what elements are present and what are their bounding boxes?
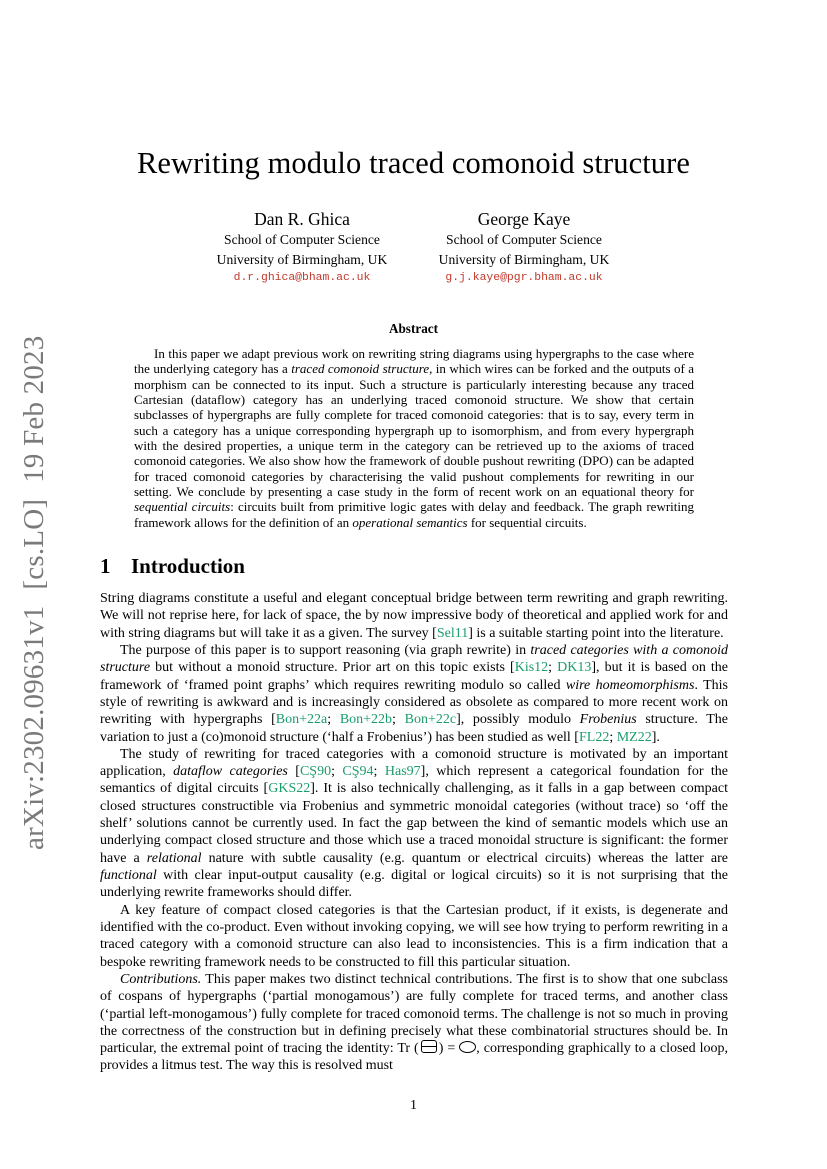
- abstract-text: In this paper we adapt previous work on rewriting string diagrams using hypergraphs to the case where the underlying category has a traced comonoid structure, in which wires can be forked and the outputs of a morphism can be connected to its input. Such a structure is particularly interesting because any traced Cartesian (dataflow) category has an underlying traced comonoid structure. We show that certain subclasses of hypergraphs are fully complete for traced comonoid categories: that is to say, every term in such a category has a unique corresponding hypergraph up to isomorphism, and from every hypergraph with the desired properties, a unique term in the category can be retrieved up to the axioms of traced comonoid categories. We also show how the framework of double pushout rewriting (DPO) can be adapted for traced comonoid categories by characterising the valid pushout complements for rewriting in our setting. We conclude by presenting a case study in the form of recent work on an equational theory for sequential circuits: circuits built from primitive logic gates with delay and feedback. The graph rewriting framework allows for the definition of an operational semantics for sequential circuits.: [134, 346, 694, 530]
- citation-link[interactable]: Bon+22b: [339, 712, 393, 728]
- paragraph: The purpose of this paper is to support reasoning (via graph rewrite) in traced categories with a comonoid structure but without a monoid structure. Prior art on this topic exists [Kis12; DK13], but it is based on the framework of ‘framed point graphs’ which requires rewriting modulo so called wire homeomorphisms. This style of rewriting is awkward and is increasingly considered as obsolete as compared to more recent work on rewriting with hypergraphs [Bon+22a; Bon+22b; Bon+22c], possibly modulo Frobenius structure. The variation to just a (co)monoid structure (‘half a Frobenius’) has been studied as well [FL22; MZ22].: [100, 642, 729, 745]
- author-name: Dan R. Ghica: [254, 209, 350, 229]
- citation-link[interactable]: Kis12: [514, 660, 549, 676]
- author-university: University of Birmingham, UK: [216, 251, 388, 267]
- section-number: 1: [100, 554, 111, 578]
- author-university: University of Birmingham, UK: [438, 251, 610, 267]
- arxiv-date: 19 Feb 2023: [18, 335, 50, 483]
- citation-link[interactable]: Has97: [384, 764, 421, 780]
- paragraph: A key feature of compact closed categories is that the Cartesian product, if it exists, is degenerate and identified with the co-product. Even without invoking copying, we will see how trying to perform rewriting in a traced category with a comonoid structure can also lead to inconsistencies. This is a firm indication that a bespoke rewriting framework needs to be constructed to fill this particular situation.: [100, 902, 728, 970]
- citation-link[interactable]: CŞ90: [299, 764, 332, 780]
- author-block: [192, 208, 412, 288]
- author-block: [414, 208, 634, 288]
- paragraph: The study of rewriting for traced categories with a comonoid structure is motivated by an important application, dataflow categories [CŞ90; CŞ94; Has97], which represent a categorical foundation for the semantics of digital circuits [GKS22]. It is also technically challenging, as it falls in a gap between compact closed structures constructible via Frobenius and symmetric monoidal categories (without trace) so ‘off the shelf’ solutions cannot be currently used. In fact the gap between the kind of semantic models which use an underlying compact closed structure and those which use a traced monoidal structure is significant: the former have a relational nature with subtle causality (e.g. quantum or electrical circuits) whereas the latter are functional with clear input-output causality (e.g. digital or logical circuits) so it is not surprising that the underlying rewrite frameworks should differ.: [100, 746, 729, 901]
- paragraph: String diagrams constitute a useful and elegant conceptual bridge between term rewriting and graph rewriting. We will not reprise here, for lack of space, the by now impressive body of theoretical and applied work for and with string diagrams but will take it as a given. The survey [Sel11] is a suitable starting point into the literature.: [100, 591, 728, 641]
- abstract-heading: Abstract: [388, 321, 439, 336]
- trace-operator: Tr: [397, 1041, 411, 1057]
- citation-link[interactable]: CŞ94: [342, 764, 374, 780]
- citation-link[interactable]: Bon+22a: [275, 712, 328, 728]
- citation-link[interactable]: MZ22: [616, 729, 652, 745]
- citation-link[interactable]: Bon+22c: [404, 712, 457, 728]
- arxiv-id: arXiv:2302.09631v1: [18, 605, 50, 850]
- citation-link[interactable]: GKS22: [268, 781, 311, 797]
- page-number: 1: [410, 1098, 417, 1113]
- closed-loop-diagram: [459, 1041, 476, 1053]
- arxiv-category: [cs.LO]: [18, 498, 50, 590]
- author-email-link[interactable]: d.r.ghica@bham.ac.uk: [233, 272, 371, 284]
- section-title: Introduction: [131, 554, 245, 578]
- paragraph: Contributions. This paper makes two distinct technical contributions. The first is to show that one subclass of cospans of hypergraphs (‘partial monogamous’) are fully complete for traced terms, and another class (‘partial left-monogamous’) fully complete for traced comonoid terms. The challenge is not so much in proving the correctness of the construction but in defining precisely what these combinatorial structures should be. In particular, the extremal point of tracing the identity: Tr ( ) = , corresponding graphically to a closed loop, provides a litmus test. The way this is resolved must: [100, 971, 728, 1074]
- arxiv-side-stamp: [18, 336, 51, 850]
- citation-link[interactable]: Sel11: [436, 625, 469, 641]
- body-text: [100, 590, 728, 1075]
- citation-link[interactable]: FL22: [578, 729, 610, 745]
- author-department: School of Computer Science: [224, 232, 380, 247]
- section-heading: [100, 554, 245, 579]
- citation-link[interactable]: DK13: [557, 660, 592, 676]
- author-email-link[interactable]: g.j.kaye@pgr.bham.ac.uk: [445, 272, 603, 284]
- paper-title: Rewriting modulo traced comonoid structure: [136, 146, 691, 180]
- identity-wire-diagram: [421, 1040, 437, 1053]
- author-department: School of Computer Science: [446, 232, 602, 247]
- author-name: George Kaye: [477, 209, 571, 229]
